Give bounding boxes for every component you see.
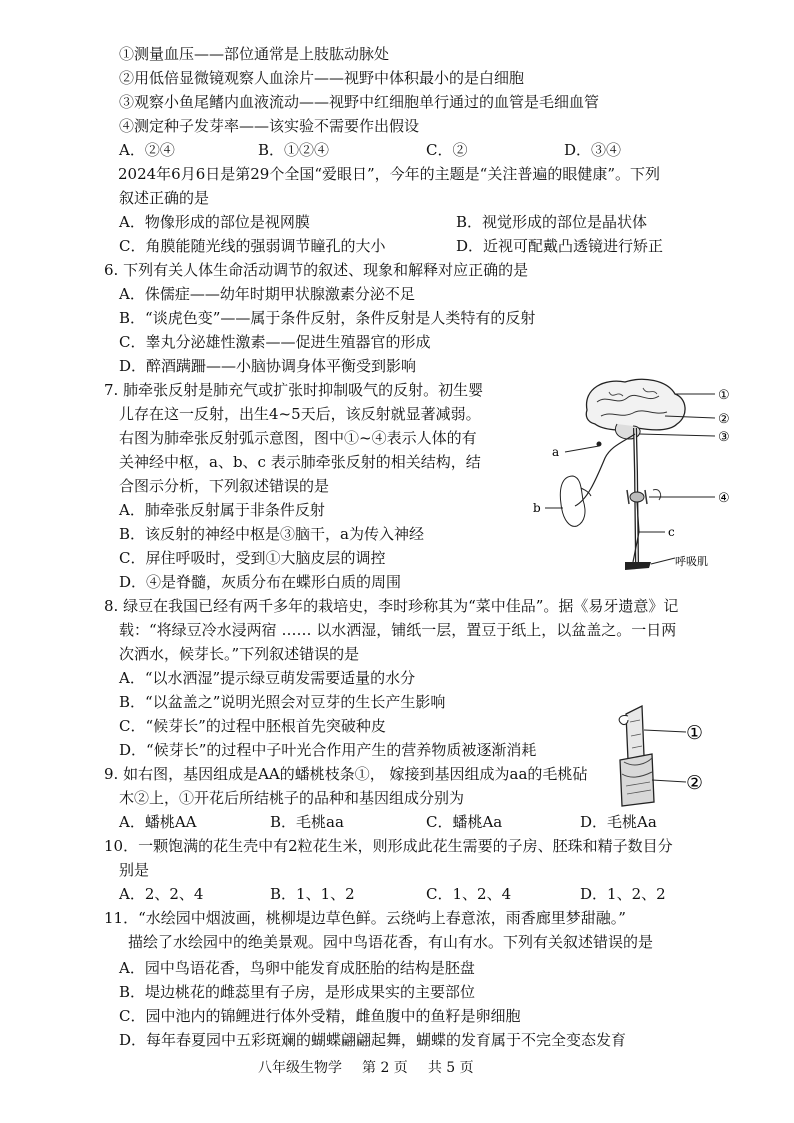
q7-stem-line-3: 右图为肺牵张反射弧示意图，图中①~④表示人体的有 [119, 429, 477, 447]
q8-stem-line-1: 8. 绿豆在我国已经有两千多年的栽培史，李时珍称其为“菜中佳品”。据《易牙遗意》记 [104, 597, 679, 615]
q4-option-c: C．② [426, 141, 468, 159]
q11-option-a: A．园中鸟语花香，鸟卵中能发育成胚胎的结构是胚盘 [119, 959, 475, 977]
fig-label-3: ③ [718, 430, 730, 445]
q4-option-b: B．①②④ [258, 141, 330, 159]
q8-option-a: A．“以水洒湿”提示绿豆萌发需要适量的水分 [119, 669, 416, 687]
graft-label-2: ② [686, 772, 704, 794]
q9-stem-line-1: 9. 如右图，基因组成是AA的蟠桃枝条①， 嫁接到基因组成为aa的毛桃砧 [104, 765, 588, 783]
q11-stem-line-1: 11．“水绘园中烟波画，桃柳堤边草色鲜。云绕屿上春意浓，雨香廊里梦甜融。” [104, 909, 626, 927]
q4-statement-4: ④测定种子发芽率——该实验不需要作出假设 [119, 117, 420, 135]
q6-option-c: C．睾丸分泌雄性激素——促进生殖器官的形成 [119, 333, 431, 351]
q7-option-b: B．该反射的神经中枢是③脑干，a为传入神经 [119, 525, 424, 543]
q8-stem-line-3: 次洒水，候芽长。”下列叙述错误的是 [119, 645, 360, 663]
q7-stem-line-2: 儿存在这一反射，出生4~5天后，该反射就显著减弱。 [119, 405, 481, 423]
q9-option-d: D．毛桃Aa [580, 813, 657, 831]
q10-option-b: B．1、1、2 [270, 885, 355, 903]
q8-option-b: B．“以盆盖之”说明光照会对豆芽的生长产生影响 [119, 693, 446, 711]
reflex-arc-figure [525, 372, 740, 582]
fig-label-muscle: 呼吸肌 [675, 555, 708, 568]
q5-option-d: D．近视可配戴凸透镜进行矫正 [456, 237, 664, 255]
q8-option-c: C．“候芽长”的过程中胚根首先突破种皮 [119, 717, 386, 735]
q5-stem-line-2: 叙述正确的是 [119, 189, 210, 207]
graft-label-1: ① [686, 722, 704, 744]
q7-option-a: A．肺牵张反射属于非条件反射 [119, 501, 325, 519]
q6-option-a: A．侏儒症——幼年时期甲状腺激素分泌不足 [119, 285, 415, 303]
q11-option-b: B．堤边桃花的雌蕊里有子房，是形成果实的主要部位 [119, 983, 476, 1001]
q10-option-d: D．1、2、2 [580, 885, 666, 903]
q5-option-a: A．物像形成的部位是视网膜 [119, 213, 310, 231]
q6-option-b: B．“谈虎色变”——属于条件反射，条件反射是人类特有的反射 [119, 309, 536, 327]
q4-statement-1: ①测量血压——部位通常是上肢肱动脉处 [119, 45, 390, 63]
q9-stem-line-2: 木②上，①开花后所结桃子的品种和基因组成分别为 [119, 789, 465, 807]
q5-option-b: B．视觉形成的部位是晶状体 [456, 213, 648, 231]
q5-option-c: C．角膜能随光线的强弱调节瞳孔的大小 [119, 237, 386, 255]
q10-option-a: A．2、2、4 [119, 885, 204, 903]
q8-option-d: D．“候芽长”的过程中子叶光合作用产生的营养物质被逐渐消耗 [119, 741, 537, 759]
fig-label-b: b [533, 501, 541, 515]
q9-option-c: C．蟠桃Aa [426, 813, 503, 831]
q11-option-d: D．每年春夏园中五彩斑斓的蝴蝶翩翩起舞，蝴蝶的发育属于不完全变态发育 [119, 1031, 627, 1049]
q8-stem-line-2: 载：“将绿豆冷水浸两宿 …… 以水洒湿，铺纸一层，置豆于纸上，以盆盖之。一日两 [119, 621, 677, 639]
q6-option-d: D．醉酒蹒跚——小脑协调身体平衡受到影响 [119, 357, 417, 375]
page-footer [258, 1058, 474, 1078]
fig-label-a: a [552, 445, 560, 459]
q7-stem-line-5: 合图示分析，下列叙述错误的是 [119, 477, 330, 495]
scion [626, 706, 644, 760]
q7-option-d: D．④是脊髓，灰质分布在蝶形白质的周围 [119, 573, 402, 591]
footer-page: 第 2 页 [362, 1060, 408, 1076]
q9-option-b: B．毛桃aa [270, 813, 344, 831]
q11-option-c: C．园中池内的锦鲤进行体外受精，雌鱼腹中的鱼籽是卵细胞 [119, 1007, 521, 1025]
q10-option-c: C．1、2、4 [426, 885, 512, 903]
fig-label-c: c [668, 525, 675, 539]
brain-outline [586, 379, 685, 430]
q9-option-a: A．蟠桃AA [119, 813, 197, 831]
fig-label-1: ① [718, 388, 730, 403]
q10-stem-line-1: 10．一颗饱满的花生壳中有2粒花生米，则形成此花生需要的子房、胚珠和精子数目分 [104, 837, 673, 855]
q10-stem-line-2: 别是 [119, 861, 150, 879]
q5-stem-line-1: 2024年6月6日是第29个全国“爱眼日”，今年的主题是“关注普遍的眼健康”。下列 [118, 165, 661, 183]
spinal-segment [630, 492, 644, 502]
q4-statement-3: ③观察小鱼尾鳍内血液流动——视野中红细胞单行通过的血管是毛细血管 [119, 93, 600, 111]
q11-stem-line-2: 描绘了水绘园中的绝美景观。园中鸟语花香，有山有水。下列有关叙述错误的是 [128, 933, 654, 951]
grafting-figure [606, 702, 726, 812]
q4-statement-2: ②用低倍显微镜观察人血涂片——视野中体积最小的是白细胞 [119, 69, 525, 87]
fig-label-2: ② [718, 412, 730, 427]
q4-option-d: D．③④ [564, 141, 622, 159]
afferent-nerve-a [575, 434, 635, 506]
footer-subject: 八年级生物学 [258, 1060, 342, 1076]
respiratory-muscle [625, 562, 651, 570]
q7-stem-line-4: 关神经中枢，a、b、c 表示肺牵张反射的相关结构，结 [119, 453, 481, 471]
fig-label-4: ④ [718, 491, 730, 506]
footer-total: 共 5 页 [427, 1060, 474, 1076]
rootstock [620, 754, 654, 806]
q4-option-a: A．②④ [119, 141, 175, 159]
q7-stem-line-1: 7. 肺牵张反射是肺充气或扩张时抑制吸气的反射。初生婴 [104, 381, 484, 399]
q6-stem: 6. 下列有关人体生命活动调节的叙述、现象和解释对应正确的是 [104, 261, 529, 279]
q7-option-c: C．屏住呼吸时，受到①大脑皮层的调控 [119, 549, 386, 567]
